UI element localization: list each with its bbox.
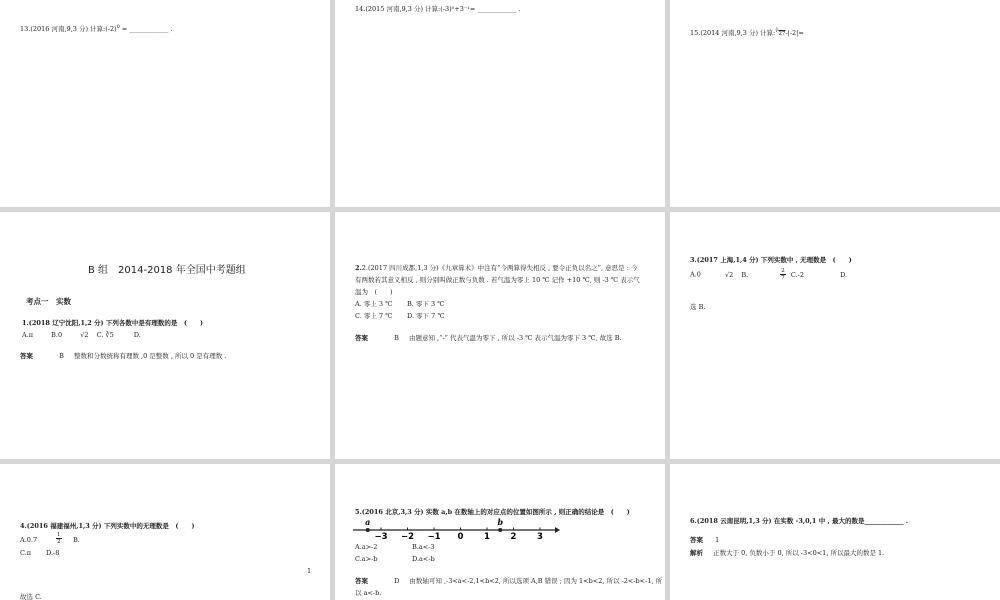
question-15: 15.(2014 河南,9,3 分) 计算:∛27-|-2|= [690,28,804,38]
option-c: C.-2 [790,270,804,279]
question-2-line-3: 温为 ( ) [355,288,393,296]
option-a: A.π [22,331,34,339]
option-c-value: ∛5 [105,331,114,339]
option-a: A.0.7 [20,536,38,544]
analysis-block [690,549,884,558]
question-4: 4.(2016 福建福州,1,3 分) 下列实数中的无理数是 ( ) [20,522,195,530]
option-b: B. [741,270,749,279]
option-c: C.π [20,549,32,557]
answer-letter: B [394,334,399,342]
question-13-blank: = ____________ . [121,25,173,34]
option-d: D. [840,270,848,279]
question-1-text: 1.(2018 辽宁沈阳,1,2 分) 下列各数中是有理数的是 ( ) [22,319,204,327]
option-d: D.a<-b [412,555,435,563]
option-b: B. [73,536,80,544]
answer-letter: D [394,577,400,585]
question-13 [20,24,173,34]
option-a-root: √2 [724,270,734,279]
question-3: 3.(2017 上海,1,4 分) 下列实数中 , 无理数是 ( ) [690,256,852,264]
option-c-fraction: $\frac{2}{7}$ [781,268,785,282]
question-15-text: 15.(2014 河南,9,3 分) 计算: [690,29,776,38]
answer-letter: B [59,352,64,360]
cut-off-answer: 故选 C. [20,593,42,600]
question-3-options [690,268,847,281]
question-2-line-2: 有两数若其意义相反 , 则分别叫做正数与负数 . 若气温为零上 10 ℃ 记作 +10 ℃, 则 -3 ℃ 表示气 [355,276,640,284]
option-a: A.a>-2 [355,543,378,551]
analysis-text: 正数大于 0, 负数小于 0, 所以 -3<0<1, 所以最大的数是 1. [713,549,885,557]
option-b-fraction: $\frac{1}{2}$ [57,532,61,546]
option-d: D.-8 [46,549,60,557]
slide-2[interactable] [335,0,665,207]
slide-6[interactable] [670,212,1000,459]
answer-value: 1 [715,536,720,544]
answer-block [355,577,662,586]
option-a: A. 零上 3 ℃ [355,300,393,308]
slide-7[interactable] [0,464,330,600]
number-line-tick-label: 2 [510,532,517,542]
number-line-point-b [498,528,502,532]
analysis-label: 解析 [690,549,703,557]
option-d: D. [133,331,141,339]
answer-text: 由题意知 ,“-” 代表气温为零下 , 所以 -3 ℃ 表示气温为零下 3 ℃, 故选 B. [408,334,622,342]
number-line-tick-label: −2 [400,532,415,542]
answer-label: 答案 [355,577,368,585]
topic-heading: 考点一 实数 [26,297,71,306]
slide-9[interactable] [670,464,1000,600]
slide-1[interactable] [0,0,330,207]
slide-5[interactable] [335,212,665,459]
option-c: C. 零上 7 ℃ [355,312,393,320]
slide-4[interactable] [0,212,330,459]
answer-text: 整数和分数统称有理数 ,0 是整数 , 所以 0 是有理数 . [73,352,227,360]
question-6: 6.(2018 云南昆明,1,3 分) 在实数 -3,0,1 中 , 最大的数是____________ . [690,517,909,525]
option-d: D. 零下 7 ℃ [407,312,445,320]
number-line-tick-label: 1 [484,532,490,542]
option-a: A.0 [690,270,701,279]
answer-text: 选 B. [690,303,706,311]
page-mark: 1 [307,567,312,575]
option-c: C.a>-b [355,555,378,563]
answer-line-1: 由数轴可知 ,-3<a<-2,1<b<2, 所以选项 A,B 错误 ; 因为 1<b<2, 所以 -2<-b<-1, 所 [409,577,663,585]
option-b-value: √2 [80,331,89,339]
question-15-radicand: 27 [778,31,786,38]
option-b: B. 零下 3 ℃ [407,300,445,308]
number-line-point-a [366,528,370,532]
answer-block [20,352,226,361]
slide-3[interactable] [670,0,1000,207]
question-13-text: 13.(2016 河南,9,3 分) 计算:(-2) [20,25,117,34]
number-line-arrow [555,527,560,533]
section-title: B 组 2014-2018 年全国中考题组 [88,265,246,276]
question-1-options [22,331,141,340]
question-14: 14.(2015 河南,9,3 分) 计算:(-3)⁰+3⁻¹= ____________ . [355,5,521,13]
answer-label: 答案 [20,352,33,360]
number-line-tick-label: 0 [457,532,464,542]
option-c: C. [96,331,104,339]
number-line-point-a-label: a [365,517,371,527]
slide-8[interactable] [335,464,665,600]
option-b: B.a<-3 [412,543,435,551]
number-line-tick-label: 3 [537,532,543,542]
question-1 [22,319,203,328]
question-2-line-1: 2.2.(2017 四川成都,1,3 分)《九章算术》中注有“今两算得失相反 , 要令正负以名之”, 意思是 : 今 [355,264,638,272]
answer-block [690,536,719,545]
answer-block [355,334,622,343]
number-line [351,516,561,542]
number-line-tick-label: −3 [374,532,388,542]
number-line-point-b-label: b [497,517,504,527]
answer-label: 答案 [355,334,368,342]
question-15-tail: -|-2|= [785,29,804,38]
number-line-tick-label: −1 [427,532,441,542]
question-13-exponent: 0 [116,24,120,30]
answer-label: 答案 [690,536,703,544]
answer-line-2: 以 a<-b. [355,589,382,597]
option-b: B.0 [51,331,63,339]
question-5: 5.(2016 北京,3,3 分) 实数 a,b 在数轴上的对应点的位置如图所示 , 则正确的结论是 ( ) [355,508,630,516]
